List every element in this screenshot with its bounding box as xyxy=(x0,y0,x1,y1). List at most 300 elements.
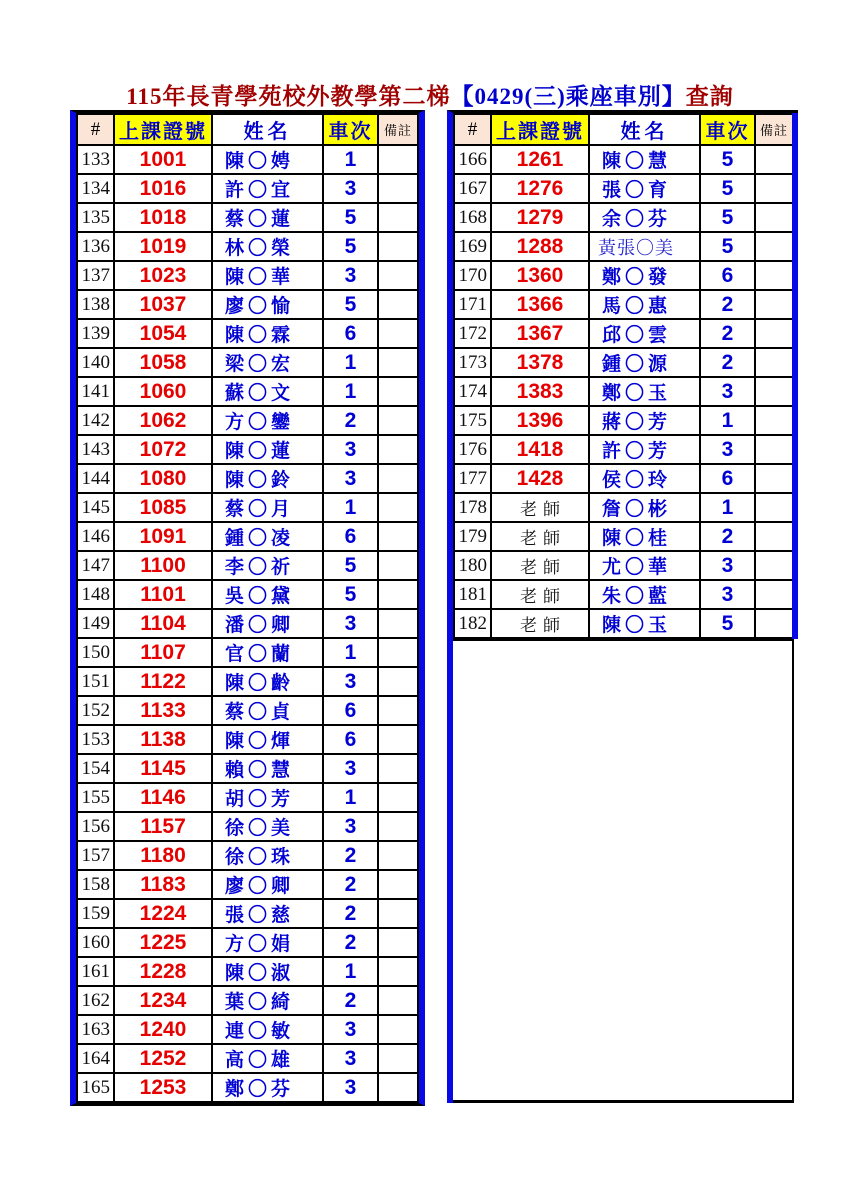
note-cell xyxy=(755,377,795,406)
row-number-cell: 174 xyxy=(454,377,491,406)
certificate-cell: 1101 xyxy=(114,580,212,609)
bus-cell: 3 xyxy=(323,174,378,203)
certificate-cell: 1133 xyxy=(114,696,212,725)
note-cell xyxy=(378,319,418,348)
note-cell xyxy=(378,899,418,928)
row-number-cell: 170 xyxy=(454,261,491,290)
row-number-cell: 138 xyxy=(77,290,114,319)
certificate-cell: 1228 xyxy=(114,957,212,986)
row-number-cell: 160 xyxy=(77,928,114,957)
bus-cell: 3 xyxy=(700,580,755,609)
bus-cell: 5 xyxy=(700,203,755,232)
row-number-cell: 133 xyxy=(77,145,114,174)
row-number-cell: 179 xyxy=(454,522,491,551)
bus-cell: 5 xyxy=(700,232,755,261)
left-table-body xyxy=(77,145,418,1102)
row-number-cell: 159 xyxy=(77,899,114,928)
table-row xyxy=(77,812,418,841)
name-cell: 侯〇玲 xyxy=(589,464,700,493)
table-row xyxy=(454,406,795,435)
note-cell xyxy=(378,957,418,986)
note-cell xyxy=(378,754,418,783)
note-cell xyxy=(378,609,418,638)
certificate-cell: 1240 xyxy=(114,1015,212,1044)
note-cell xyxy=(378,1015,418,1044)
name-cell: 賴〇慧 xyxy=(212,754,323,783)
name-cell: 李〇祈 xyxy=(212,551,323,580)
bus-cell: 5 xyxy=(323,290,378,319)
page-title xyxy=(60,78,800,111)
certificate-cell: 1085 xyxy=(114,493,212,522)
note-cell xyxy=(378,1044,418,1073)
note-cell xyxy=(755,551,795,580)
table-row xyxy=(77,870,418,899)
table-row xyxy=(77,1073,418,1102)
note-cell xyxy=(378,812,418,841)
certificate-cell: 1288 xyxy=(491,232,589,261)
name-cell: 張〇育 xyxy=(589,174,700,203)
table-row xyxy=(77,174,418,203)
name-cell: 陳〇娉 xyxy=(212,145,323,174)
bus-cell: 3 xyxy=(323,812,378,841)
bus-cell: 6 xyxy=(323,319,378,348)
note-cell xyxy=(378,145,418,174)
table-row xyxy=(77,464,418,493)
certificate-cell: 1080 xyxy=(114,464,212,493)
header-certificate-number: 上課證號 xyxy=(114,114,212,145)
row-number-cell: 182 xyxy=(454,609,491,638)
certificate-cell: 老師 xyxy=(491,522,589,551)
certificate-cell: 1180 xyxy=(114,841,212,870)
bus-cell: 6 xyxy=(700,261,755,290)
table-row xyxy=(454,580,795,609)
name-cell: 方〇娟 xyxy=(212,928,323,957)
certificate-cell: 1146 xyxy=(114,783,212,812)
certificate-cell: 1023 xyxy=(114,261,212,290)
row-number-cell: 181 xyxy=(454,580,491,609)
name-cell: 邱〇雲 xyxy=(589,319,700,348)
row-number-cell: 167 xyxy=(454,174,491,203)
table-row xyxy=(77,261,418,290)
bus-cell: 2 xyxy=(323,870,378,899)
row-number-cell: 151 xyxy=(77,667,114,696)
name-cell: 馬〇惠 xyxy=(589,290,700,319)
note-cell xyxy=(378,667,418,696)
certificate-cell: 1091 xyxy=(114,522,212,551)
note-cell xyxy=(755,522,795,551)
note-cell xyxy=(755,464,795,493)
bus-cell: 2 xyxy=(323,899,378,928)
bus-cell: 6 xyxy=(323,696,378,725)
empty-area xyxy=(453,639,794,1103)
certificate-cell: 1122 xyxy=(114,667,212,696)
note-cell xyxy=(378,348,418,377)
table-row xyxy=(77,841,418,870)
header-name: 姓名 xyxy=(212,114,323,145)
row-number-cell: 153 xyxy=(77,725,114,754)
header-note: 備註 xyxy=(378,114,418,145)
roster-tables-container xyxy=(70,110,798,1106)
bus-cell: 3 xyxy=(323,1044,378,1073)
certificate-cell: 1383 xyxy=(491,377,589,406)
table-row xyxy=(77,551,418,580)
note-cell xyxy=(378,783,418,812)
name-cell: 陳〇慧 xyxy=(589,145,700,174)
table-row xyxy=(454,261,795,290)
name-cell: 潘〇卿 xyxy=(212,609,323,638)
certificate-cell: 1261 xyxy=(491,145,589,174)
name-cell: 鍾〇源 xyxy=(589,348,700,377)
row-number-cell: 165 xyxy=(77,1073,114,1102)
name-cell: 葉〇綺 xyxy=(212,986,323,1015)
bus-cell: 1 xyxy=(700,493,755,522)
row-number-cell: 176 xyxy=(454,435,491,464)
table-row xyxy=(77,348,418,377)
table-row xyxy=(77,145,418,174)
row-number-cell: 155 xyxy=(77,783,114,812)
row-number-cell: 162 xyxy=(77,986,114,1015)
certificate-cell: 1225 xyxy=(114,928,212,957)
row-number-cell: 154 xyxy=(77,754,114,783)
certificate-cell: 1058 xyxy=(114,348,212,377)
row-number-cell: 173 xyxy=(454,348,491,377)
certificate-cell: 1367 xyxy=(491,319,589,348)
name-cell: 張〇慈 xyxy=(212,899,323,928)
name-cell: 詹〇彬 xyxy=(589,493,700,522)
certificate-cell: 1157 xyxy=(114,812,212,841)
header-name: 姓名 xyxy=(589,114,700,145)
bus-cell: 3 xyxy=(323,261,378,290)
right-table-body xyxy=(454,145,795,638)
header-row xyxy=(454,114,795,145)
header-certificate-number: 上課證號 xyxy=(491,114,589,145)
certificate-cell: 老師 xyxy=(491,609,589,638)
title-bus-type-bracket: 【0429(三)乘座車別】 xyxy=(450,84,686,109)
name-cell: 蔡〇貞 xyxy=(212,696,323,725)
note-cell xyxy=(378,928,418,957)
note-cell xyxy=(378,464,418,493)
bus-cell: 3 xyxy=(323,1073,378,1102)
note-cell xyxy=(378,261,418,290)
certificate-cell: 1019 xyxy=(114,232,212,261)
certificate-cell: 1001 xyxy=(114,145,212,174)
row-number-cell: 139 xyxy=(77,319,114,348)
note-cell xyxy=(378,696,418,725)
certificate-cell: 1072 xyxy=(114,435,212,464)
table-row xyxy=(77,435,418,464)
name-cell: 陳〇蓮 xyxy=(212,435,323,464)
note-cell xyxy=(755,261,795,290)
left-table-header xyxy=(77,114,418,145)
note-cell xyxy=(755,174,795,203)
bus-cell: 5 xyxy=(323,203,378,232)
table-row xyxy=(77,667,418,696)
bus-cell: 3 xyxy=(700,551,755,580)
bus-cell: 1 xyxy=(323,493,378,522)
table-row xyxy=(77,609,418,638)
title-suffix: 查詢 xyxy=(685,84,734,109)
certificate-cell: 老師 xyxy=(491,551,589,580)
table-row xyxy=(454,551,795,580)
title-prefix: 115年長青學苑校外教學第二梯 xyxy=(126,84,451,109)
name-cell: 連〇敏 xyxy=(212,1015,323,1044)
note-cell xyxy=(755,493,795,522)
certificate-cell: 1279 xyxy=(491,203,589,232)
certificate-cell: 1018 xyxy=(114,203,212,232)
row-number-cell: 144 xyxy=(77,464,114,493)
certificate-cell: 1145 xyxy=(114,754,212,783)
header-row-number: # xyxy=(454,114,491,145)
table-row xyxy=(77,783,418,812)
name-cell: 朱〇藍 xyxy=(589,580,700,609)
certificate-cell: 老師 xyxy=(491,493,589,522)
table-row xyxy=(77,522,418,551)
right-table-header xyxy=(454,114,795,145)
name-cell: 吳〇黛 xyxy=(212,580,323,609)
name-cell: 陳〇桂 xyxy=(589,522,700,551)
table-row xyxy=(454,203,795,232)
name-cell: 方〇鑾 xyxy=(212,406,323,435)
certificate-cell: 1224 xyxy=(114,899,212,928)
name-cell: 鍾〇凌 xyxy=(212,522,323,551)
table-row xyxy=(454,464,795,493)
name-cell: 廖〇愉 xyxy=(212,290,323,319)
name-cell: 黃張〇美 xyxy=(589,232,700,261)
row-number-cell: 171 xyxy=(454,290,491,319)
certificate-cell: 1276 xyxy=(491,174,589,203)
certificate-cell: 1378 xyxy=(491,348,589,377)
bus-cell: 1 xyxy=(700,406,755,435)
name-cell: 鄭〇發 xyxy=(589,261,700,290)
row-number-cell: 161 xyxy=(77,957,114,986)
table-row xyxy=(454,493,795,522)
row-number-cell: 145 xyxy=(77,493,114,522)
table-row xyxy=(454,377,795,406)
row-number-cell: 148 xyxy=(77,580,114,609)
row-number-cell: 175 xyxy=(454,406,491,435)
bus-cell: 1 xyxy=(323,957,378,986)
name-cell: 廖〇卿 xyxy=(212,870,323,899)
note-cell xyxy=(378,551,418,580)
name-cell: 許〇宜 xyxy=(212,174,323,203)
name-cell: 林〇榮 xyxy=(212,232,323,261)
table-row xyxy=(77,1015,418,1044)
certificate-cell: 老師 xyxy=(491,580,589,609)
row-number-cell: 134 xyxy=(77,174,114,203)
name-cell: 陳〇淑 xyxy=(212,957,323,986)
note-cell xyxy=(378,841,418,870)
name-cell: 許〇芳 xyxy=(589,435,700,464)
bus-cell: 5 xyxy=(323,580,378,609)
table-row xyxy=(77,406,418,435)
note-cell xyxy=(378,232,418,261)
bus-cell: 3 xyxy=(323,1015,378,1044)
name-cell: 高〇雄 xyxy=(212,1044,323,1073)
row-number-cell: 142 xyxy=(77,406,114,435)
table-row xyxy=(454,319,795,348)
note-cell xyxy=(755,290,795,319)
note-cell xyxy=(378,406,418,435)
header-bus-number: 車次 xyxy=(323,114,378,145)
bus-cell: 5 xyxy=(323,551,378,580)
bus-cell: 2 xyxy=(700,319,755,348)
certificate-cell: 1252 xyxy=(114,1044,212,1073)
table-row xyxy=(77,232,418,261)
table-row xyxy=(77,638,418,667)
bus-cell: 3 xyxy=(700,377,755,406)
row-number-cell: 137 xyxy=(77,261,114,290)
name-cell: 梁〇宏 xyxy=(212,348,323,377)
bus-cell: 1 xyxy=(323,377,378,406)
table-row xyxy=(77,319,418,348)
row-number-cell: 156 xyxy=(77,812,114,841)
header-row xyxy=(77,114,418,145)
note-cell xyxy=(378,203,418,232)
row-number-cell: 140 xyxy=(77,348,114,377)
bus-cell: 2 xyxy=(323,841,378,870)
bus-cell: 1 xyxy=(323,348,378,377)
row-number-cell: 143 xyxy=(77,435,114,464)
name-cell: 陳〇鈴 xyxy=(212,464,323,493)
note-cell xyxy=(755,435,795,464)
bus-cell: 3 xyxy=(323,435,378,464)
table-row xyxy=(77,290,418,319)
bus-cell: 3 xyxy=(700,435,755,464)
table-row xyxy=(454,145,795,174)
bus-cell: 2 xyxy=(323,986,378,1015)
table-row xyxy=(77,203,418,232)
name-cell: 官〇蘭 xyxy=(212,638,323,667)
name-cell: 陳〇煇 xyxy=(212,725,323,754)
bus-cell: 1 xyxy=(323,783,378,812)
row-number-cell: 135 xyxy=(77,203,114,232)
name-cell: 徐〇美 xyxy=(212,812,323,841)
row-number-cell: 141 xyxy=(77,377,114,406)
certificate-cell: 1107 xyxy=(114,638,212,667)
bus-cell: 2 xyxy=(700,290,755,319)
name-cell: 鄭〇玉 xyxy=(589,377,700,406)
row-number-cell: 163 xyxy=(77,1015,114,1044)
name-cell: 蔣〇芳 xyxy=(589,406,700,435)
name-cell: 蘇〇文 xyxy=(212,377,323,406)
bus-cell: 5 xyxy=(700,609,755,638)
note-cell xyxy=(378,986,418,1015)
note-cell xyxy=(378,174,418,203)
table-row xyxy=(77,1044,418,1073)
name-cell: 尤〇華 xyxy=(589,551,700,580)
header-note: 備註 xyxy=(755,114,795,145)
certificate-cell: 1360 xyxy=(491,261,589,290)
table-row xyxy=(454,232,795,261)
note-cell xyxy=(378,638,418,667)
certificate-cell: 1366 xyxy=(491,290,589,319)
certificate-cell: 1396 xyxy=(491,406,589,435)
header-bus-number: 車次 xyxy=(700,114,755,145)
table-row xyxy=(77,580,418,609)
certificate-cell: 1016 xyxy=(114,174,212,203)
name-cell: 胡〇芳 xyxy=(212,783,323,812)
name-cell: 陳〇霖 xyxy=(212,319,323,348)
certificate-cell: 1037 xyxy=(114,290,212,319)
row-number-cell: 164 xyxy=(77,1044,114,1073)
row-number-cell: 177 xyxy=(454,464,491,493)
row-number-cell: 166 xyxy=(454,145,491,174)
table-row xyxy=(454,348,795,377)
bus-cell: 5 xyxy=(700,174,755,203)
note-cell xyxy=(755,580,795,609)
name-cell: 鄭〇芬 xyxy=(212,1073,323,1102)
row-number-cell: 172 xyxy=(454,319,491,348)
name-cell: 蔡〇蓮 xyxy=(212,203,323,232)
bus-cell: 6 xyxy=(323,522,378,551)
note-cell xyxy=(378,870,418,899)
table-row xyxy=(77,493,418,522)
row-number-cell: 169 xyxy=(454,232,491,261)
certificate-cell: 1060 xyxy=(114,377,212,406)
bus-cell: 3 xyxy=(323,667,378,696)
bus-cell: 2 xyxy=(323,928,378,957)
certificate-cell: 1100 xyxy=(114,551,212,580)
bus-cell: 5 xyxy=(323,232,378,261)
certificate-cell: 1418 xyxy=(491,435,589,464)
table-row xyxy=(77,696,418,725)
note-cell xyxy=(755,203,795,232)
bus-cell: 5 xyxy=(700,145,755,174)
table-row xyxy=(77,377,418,406)
table-row xyxy=(454,609,795,638)
note-cell xyxy=(378,377,418,406)
table-row xyxy=(77,754,418,783)
name-cell: 余〇芬 xyxy=(589,203,700,232)
bus-cell: 6 xyxy=(323,725,378,754)
name-cell: 徐〇珠 xyxy=(212,841,323,870)
name-cell: 陳〇玉 xyxy=(589,609,700,638)
left-roster-table xyxy=(76,113,419,1103)
note-cell xyxy=(378,522,418,551)
note-cell xyxy=(378,1073,418,1102)
certificate-cell: 1054 xyxy=(114,319,212,348)
table-row xyxy=(77,928,418,957)
note-cell xyxy=(755,348,795,377)
row-number-cell: 180 xyxy=(454,551,491,580)
row-number-cell: 150 xyxy=(77,638,114,667)
left-table-wrapper xyxy=(70,110,425,1106)
note-cell xyxy=(755,319,795,348)
table-row xyxy=(77,725,418,754)
note-cell xyxy=(755,145,795,174)
bus-cell: 1 xyxy=(323,145,378,174)
table-row xyxy=(454,290,795,319)
name-cell: 蔡〇月 xyxy=(212,493,323,522)
note-cell xyxy=(378,290,418,319)
row-number-cell: 168 xyxy=(454,203,491,232)
note-cell xyxy=(378,435,418,464)
note-cell xyxy=(755,609,795,638)
row-number-cell: 178 xyxy=(454,493,491,522)
bus-cell: 3 xyxy=(323,464,378,493)
row-number-cell: 146 xyxy=(77,522,114,551)
table-row xyxy=(77,899,418,928)
row-number-cell: 136 xyxy=(77,232,114,261)
table-row xyxy=(454,522,795,551)
bus-cell: 2 xyxy=(700,522,755,551)
row-number-cell: 158 xyxy=(77,870,114,899)
certificate-cell: 1234 xyxy=(114,986,212,1015)
row-number-cell: 147 xyxy=(77,551,114,580)
name-cell: 陳〇齡 xyxy=(212,667,323,696)
bus-cell: 2 xyxy=(700,348,755,377)
note-cell xyxy=(378,725,418,754)
